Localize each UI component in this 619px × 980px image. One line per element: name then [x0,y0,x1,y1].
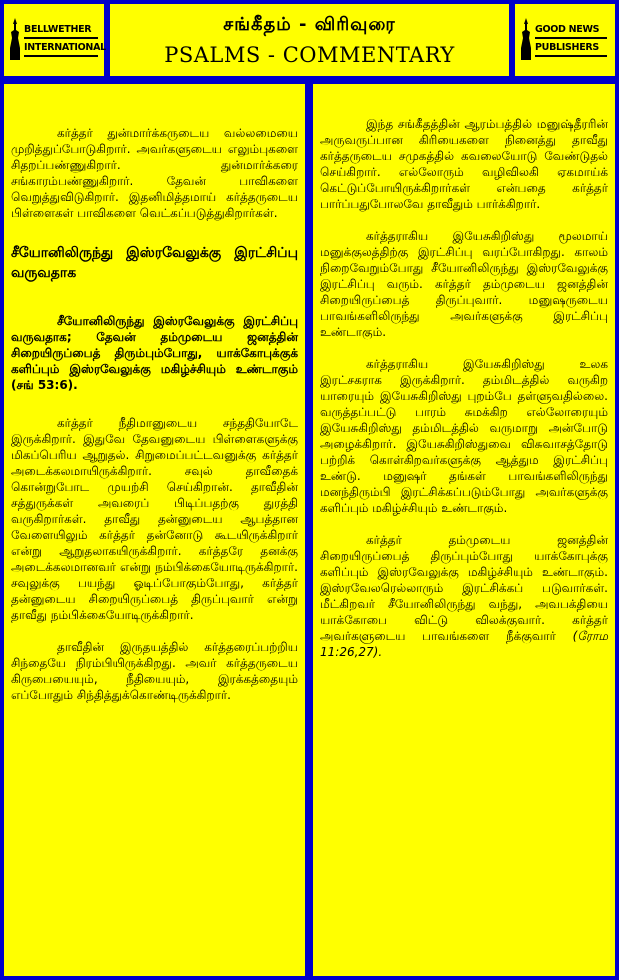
left-paragraph-1: கர்த்தர் துன்மார்க்கருடைய வல்லமையை முறித்துப்போடுகிறார். அவர்களுடைய எலும்புகளை சிதறப்பண்ணுகிறார். துன்மார்க்கரை சங்காரம்பண்ணுகிறார். தேவன் பாவிகளை வெறுத்துவிடுகிறார். இதனிமித்தமாய் கர்த்தருடைய பிள்ளைகள் பாவிகளை வெட்கப்படுத்துகிறார்கள். [11,126,298,220]
right-logo-underline [535,55,607,57]
left-logo-underline [24,55,98,57]
left-logo-line1: BELLWETHER [24,24,92,35]
right-paragraph-4 [320,532,608,660]
right-column [313,84,615,976]
left-logo-box [4,4,104,76]
good-news-logo [519,14,611,66]
right-paragraph-2: கர்த்தராகிய இயேசுகிறிஸ்து மூலமாய் மனுக்குலத்திற்கு இரட்சிப்பு வரப்போகிறது. காலம் நிறைவேறும்போது சீயோனிலிருந்து இஸ்ரவேலுக்கு இரட்சிப்பு வரும். கர்த்தர் தம்முடைய ஜனத்தின் சிறையிருப்பைத் திருப்புவார். மனுஷருடைய பாவங்களிலிருந்து அவர்களுக்கு இரட்சிப்பு உண்டாகும். [320,229,608,339]
header-bar [0,0,619,80]
page-title-tamil: சங்கீதம் - விரிவுரை [223,14,396,35]
left-logo-divider [24,37,98,39]
right-paragraph-3: கர்த்தராகிய இயேசுகிறிஸ்து உலக இரட்சகராக இருக்கிறார். தம்மிடத்தில் வருகிற யாரையும் இயேசுகிறிஸ்து புறம்பே தள்ளுவதில்லை. வருத்தப்பட்டு பாரம் சுமக்கிற எல்லோரையும் இயேசுகிறிஸ்து தம்மிடத்தில் வருமாறு அன்போடு அழைக்கிறார். இயேசுகிறிஸ்துவை விசுவாசத்தோடு பற்றிக் கொள்கிறவர்களுக்கு ஆத்தும இரட்சிப்பு உண்டு. மனுஷர் தங்கள் பாவங்களிலிருந்து மனந்திரும்பி இரட்சிக்கப்படும்போது அவர்களுக்கு களிப்பும் மகிழ்ச்சியும் உண்டாகும். [320,357,608,515]
good-news-lamp-icon [519,18,533,60]
left-logo-line2: INTERNATIONAL [24,42,106,53]
scripture-reference: (ரோம 11:26,27). [320,629,608,659]
right-paragraph-1: இந்த சங்கீதத்தின் ஆரம்பத்தில் மனுஷ்தீரரின் அருவருப்பான கிரியைகளை நினைத்து தாவீது கர்த்தருடைய சமுகத்தில் கவலையோடு வேண்டுதல் செய்கிறார். எல்லோரும் வழிவிலகி ஏகமாய்க் கெட்டுப்போயிருக்கிறார்கள் என்பதை கர்த்தர் பார்ப்பதுபோலவே தாவீதும் பார்க்கிறார். [320,117,608,211]
right-logo-box [515,4,615,76]
title-box [110,4,509,76]
verse-quote: சீயோனிலிருந்து இஸ்ரவேலுக்கு இரட்சிப்பு வருவதாக; தேவன் தம்முடைய ஜனத்தின் சிறையிருப்பைத் திரும்பும்போது, யாக்கோபுக்குக் களிப்பும் இஸ்ரவேலுக்கு மகிழ்ச்சியும் உண்டாகும் (சங் 53:6). [11,314,298,392]
right-logo-line2: PUBLISHERS [535,42,599,53]
section-heading: சீயோனிலிருந்து இஸ்ரவேலுக்கு இரட்சிப்பு வருவதாக [11,245,298,281]
right-paragraph-4-text: கர்த்தர் தம்முடைய ஜனத்தின் சிறையிருப்பைத் திருப்பும்போது யாக்கோபுக்கு களிப்பும் இஸ்ரவேலுக்கு மகிழ்ச்சியும் உண்டாகும். இஸ்ரவேலரெல்லாரும் இரட்சிக்கப் படுவார்கள். மீட்கிறவர் சீயோனிலிருந்து வந்து, அவபக்தியை யாக்கோபை விட்டு விலக்குவார். கர்த்தர் அவர்களுடைய பாவங்களை நீக்குவார் [320,533,608,643]
left-paragraph-2: கர்த்தர் நீதிமானுடைய சந்ததியோடே இருக்கிறார். இதுவே தேவனுடைய பிள்ளைகளுக்கு மிகப்பெரிய ஆறுதல். சிறுமைப்பட்டவனுக்கு கர்த்தர் அடைக்கலமாயிருக்கிறார். சவுல் தாவீதைக் கொன்றுபோட முயற்சி செய்கிறான். தாவீதின் சத்துருக்கள் அவரைப் பிடிப்பதற்கு துரத்தி வருகிறார்கள். தாவீது தன்னுடைய ஆபத்தான வேளையிலும் கர்த்தர் தன்னோடு கூடயிருக்கிறார் என்று ஆறுதலாகயிருக்கிறார். கர்த்தரே தனக்கு அடைக்கலமானவர் என்று நம்பிக்கையோடிருக்கிறார். சவுலுக்கு பயந்து ஓடிப்போகும்போது, கர்த்தர் தன்னுடைய சிறையிருப்பைத் திருப்புவார் என்று தாவீது நம்பிக்கையோடிருக்கிறார். [11,416,298,622]
content-frame [0,80,619,980]
left-paragraph-3: தாவீதின் இருதயத்தில் கர்த்தரைப்பற்றிய சிந்தையே நிரம்பியிருக்கிறது. அவர் கர்த்தருடைய கிருபையையும், நீதியையும், இரக்கத்தையும் எப்போதும் சிந்தித்துக்கொண்டிருக்கிறார். [11,640,298,702]
page-title-english: PSALMS - COMMENTARY [164,43,455,67]
bellwether-ram-icon [8,18,22,60]
bellwether-logo [8,14,106,66]
right-logo-divider [535,37,607,39]
right-logo-line1: GOOD NEWS [535,24,600,35]
left-column [4,84,305,976]
